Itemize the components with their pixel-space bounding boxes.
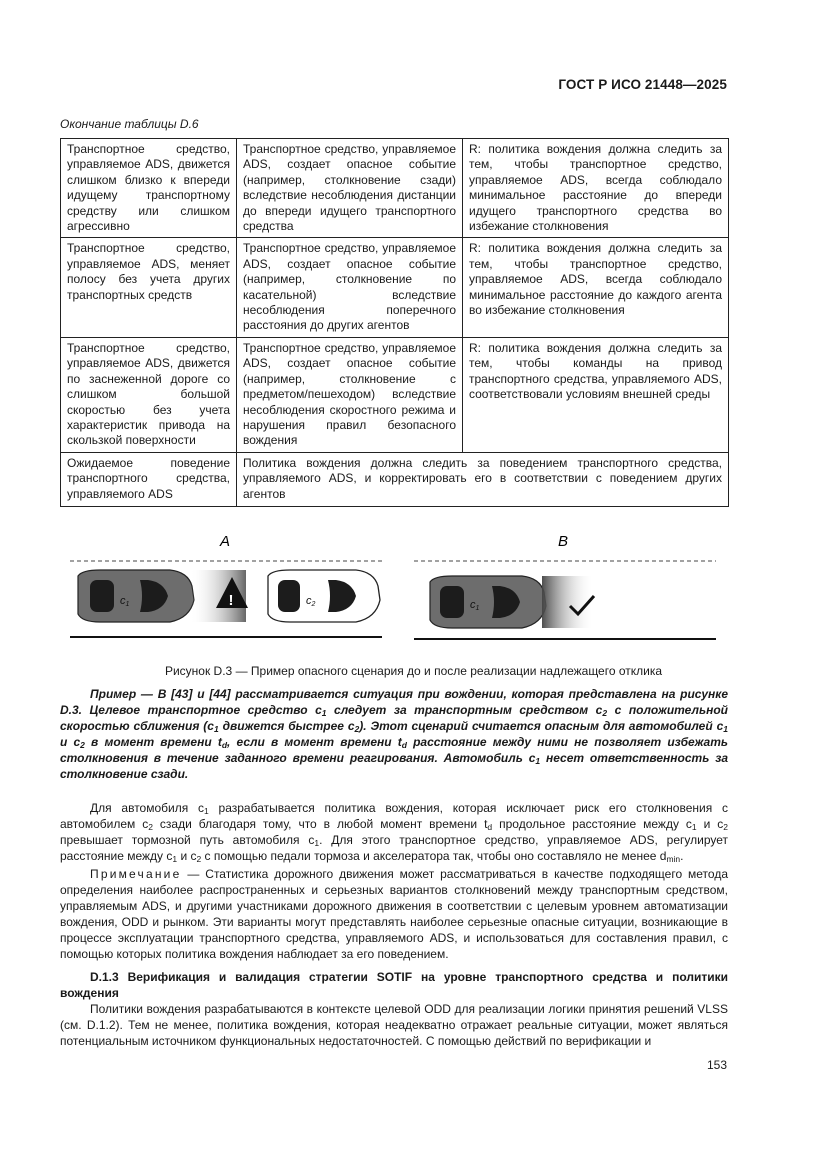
page-number: 153 <box>706 1058 727 1072</box>
table-cell: Транспортное средство, управляемое ADS, меняет полосу без учета других транспортных средств <box>61 238 237 337</box>
svg-text:c1: c1 <box>120 595 130 608</box>
table-cell: Транспортное средство, управляемое ADS, создает опасное событие (например, столкновение сзади) вследствие несоблюдения дистанции до впереди идущего транспортного средства <box>237 139 463 238</box>
scenario-illustration <box>60 528 728 658</box>
motion-blur <box>542 576 594 628</box>
body-paragraph: Политики вождения разрабатываются в контексте целевой ODD для реализации логики принятия решений VLSS (см. D.1.2). Тем не менее, политика вождения, которая неадекватно отражает реальные ситуации, может являться потенциальным источником функциональных недостаточностей. С помощью действий по верификации и <box>60 1002 728 1048</box>
table-row <box>61 452 729 506</box>
table-cell: Транспортное средство, управляемое ADS, движется слишком близко к впереди идущему транспортному средству или слишком агрессивно <box>61 139 237 238</box>
svg-text:c2: c2 <box>306 595 316 608</box>
table-cell: Ожидаемое поведение транспортного средства, управляемого ADS <box>61 452 237 506</box>
car-c1 <box>78 570 194 622</box>
figure-d3 <box>60 528 728 658</box>
table-cell: Транспортное средство, управляемое ADS, создает опасное событие (например, столкновение с предметом/пешеходом) вследствие несоблюдения скоростного режима и нарушения правил безопасного вождения <box>237 337 463 452</box>
table-cell: R: политика вождения должна следить за тем, чтобы команды на привод транспортного средства, управляемого ADS, соответствовали условиям внешней среды <box>463 337 729 452</box>
panel-b-label: B <box>558 533 569 550</box>
table-row <box>61 337 729 452</box>
note-label: Примечание <box>90 867 182 881</box>
hazard-table <box>60 138 729 507</box>
table-cell: Транспортное средство, управляемое ADS, движется по заснеженной дороге со слишком большой скоростью без учета характеристик привода на скользкой поверхности <box>61 337 237 452</box>
panel-a-label: A <box>220 533 231 550</box>
note-paragraph: Примечание — Статистика дорожного движения может рассматриваться в качестве подходящего метода определения наиболее распространенных и серьезных вариантов столкновений между транспортным средством, управляемым ADS, и другими участниками дорожного движения в соответствии с целевым уровнем автоматизации вождения, ODD и рынком. Эти варианты могут представлять наиболее серьезные опасные ситуации, возникающие в процессе эксплуатации транспортного средства, управляемого ADS, и использоваться для составления правил, с помощью которых политика вождения наблюдает за его поведением. <box>60 867 728 961</box>
table-cell: Транспортное средство, управляемое ADS, создает опасное событие (например, столкновение по касательной) вследствие несоблюдения поперечного расстояния до других агентов <box>237 238 463 337</box>
table-cell: R: политика вождения должна следить за тем, чтобы транспортное средство, управляемое ADS, всегда соблюдало минимальное расстояние до каждого агента во избежание столкновения <box>463 238 729 337</box>
table-row <box>61 139 729 238</box>
table-cell: R: политика вождения должна следить за тем, чтобы транспортное средство, управляемое ADS, всегда соблюдало минимальное расстояние до впереди идущего транспортного средства во избежание столкновения <box>463 139 729 238</box>
figure-caption: Рисунок D.3 — Пример опасного сценария до и после реализации надлежащего отклика <box>164 664 663 678</box>
table-caption: Окончание таблицы D.6 <box>60 117 199 131</box>
svg-text:!: ! <box>228 592 234 609</box>
car-c2 <box>268 570 380 622</box>
example-paragraph: Пример — В [43] и [44] рассматривается ситуация при вождении, которая представлена на рисунке D.3. Целевое транспортное средство $c_1$ следует за транспортным средством $c_2$ с положительной скоростью сближения ($c_1$ движется быстрее $c_2$). Этот сценарий считается опасным для автомобилей $c_1$ и $c_2$ в момент времени $t_d$, если в момент времени $t_d$ расстояние между ними не позволяет избежать столкновения в течение заданного времени реагирования. Автомобиль $c_1$ несет ответственность за столкновение сзади. <box>60 687 729 781</box>
svg-text:c1: c1 <box>470 599 480 612</box>
car-c1 <box>430 576 546 628</box>
table-cell: Политика вождения должна следить за поведением транспортного средства, управляемого ADS, и корректировать его в соответствии с поведением других агентов <box>237 452 729 506</box>
table-row <box>61 238 729 337</box>
body-paragraph: Для автомобиля $c_1$ разрабатывается политика вождения, которая исключает риск его столкновения с автомобилем $c_2$ сзади благодаря тому, что в любой момент времени $t_d$ продольное расстояние между $c_1$ и $c_2$ превышает тормозной путь автомобиля $c_1$. Для этого транспортное средство, управляемое ADS, регулирует расстояние между $c_1$ и $c_2$ с помощью педали тормоза и акселератора так, чтобы оно составляло не менее $d_{min}$. <box>60 801 728 864</box>
document-header: ГОСТ Р ИСО 21448—2025 <box>558 77 727 92</box>
section-heading: D.1.3 Верификация и валидация стратегии SOTIF на уровне транспортного средства и политики вождения <box>60 970 728 1000</box>
